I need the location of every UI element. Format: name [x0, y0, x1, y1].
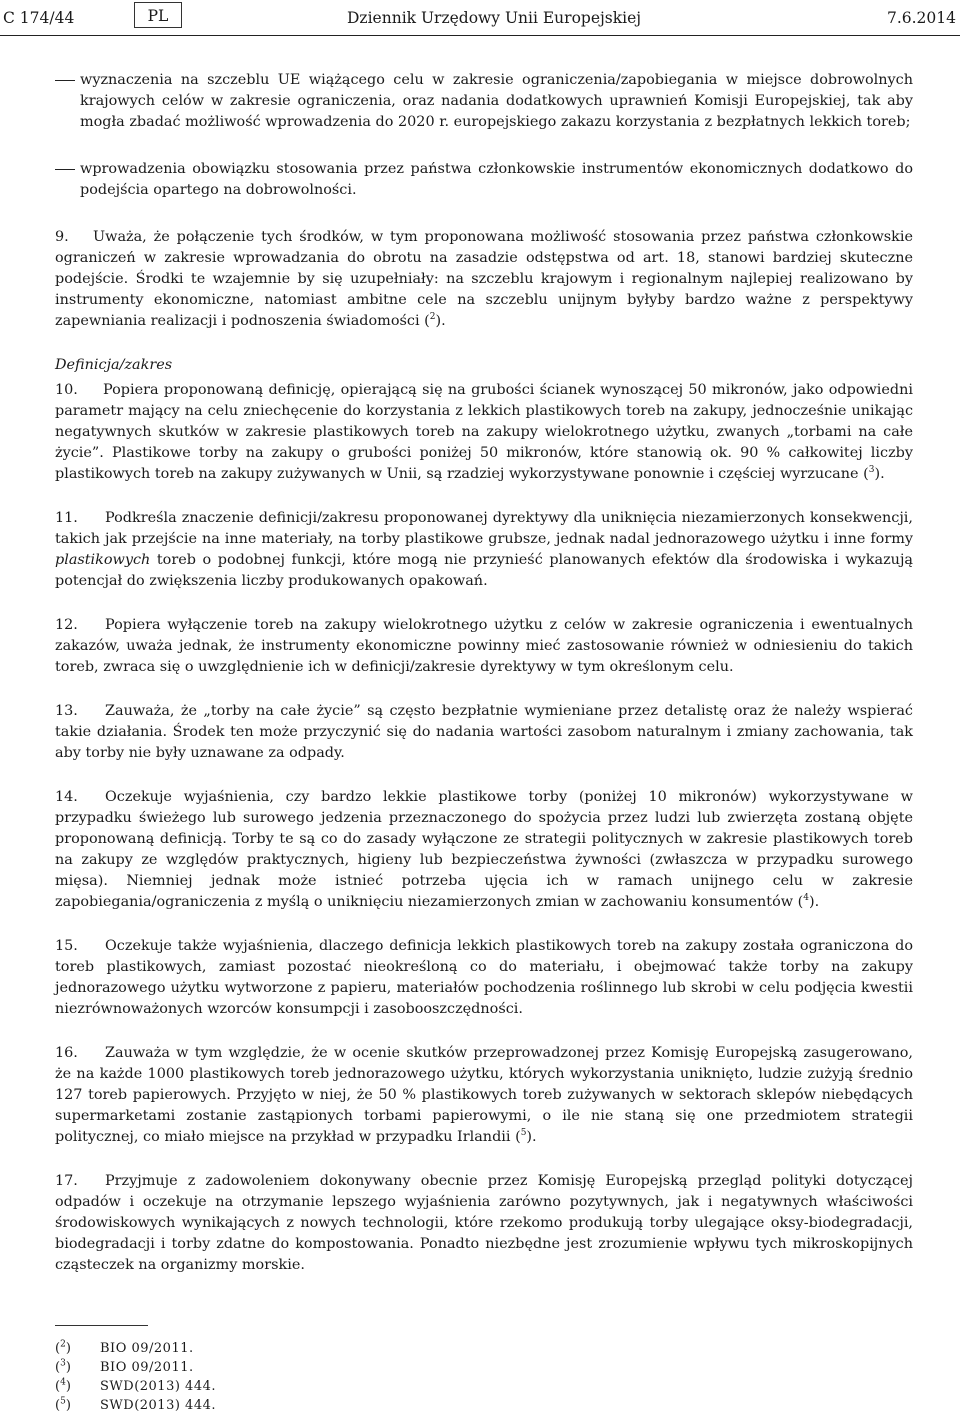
document-body: [55, 70, 913, 1276]
paragraph-text: Zauważa w tym względzie, że w ocenie skutków przeprowadzonej przez Komisję Europejską zasugerowano, że na każde 1000 plastikowych toreb jednorazowego użytku, których wykorzystania uniknięto, ludzie zużyją średnio 127 toreb papierowych. Przyjęto w niej, że 50 % plastikowych toreb zużywanych w sektorach sklepów niebędących supermarketami zostanie zastąpionych torbami papierowymi, o ile nie staną się one przedmiotem strategii politycznej, co miało miejsce na przykład w przypadku Irlandii (: [55, 1045, 913, 1145]
paragraph-number: 17.: [55, 1173, 78, 1189]
paragraph-14: [55, 787, 913, 913]
footnote-ref[interactable]: 5: [520, 1128, 527, 1139]
paragraph-text-end: ).: [808, 894, 820, 910]
paragraph-text-end: ).: [526, 1129, 537, 1145]
paragraph-text-end: ).: [874, 466, 885, 482]
paragraph-number: 12.: [55, 617, 78, 633]
section-heading: Definicja/zakres: [55, 357, 173, 373]
paragraph-text: Przyjmuje z zadowoleniem dokonywany obecnie przez Komisję Europejską przegląd polityki dotyczącej odpadów i oczekuje na otrzymanie lepszego wyjaśnienia zarówno pozytywnych, jak i negatywnych właściwości środowiskowych wynikających z nowych technologii, które rzekomo produkują torby ulegające oksy-biodegradacji, biodegradacji i torby zdatne do kompostowania. Ponadto niezbędne jest zrozumienie wpływu tych mikroskopijnych cząsteczek na organizmy morskie.: [55, 1173, 913, 1273]
paragraph-number: 10.: [55, 382, 78, 398]
footnote: [55, 1339, 555, 1358]
footnote-number: ($^3$): [55, 1358, 71, 1375]
footnote-ref[interactable]: 2: [429, 312, 436, 323]
paragraph-number: 9.: [55, 229, 69, 245]
paragraph-12: [55, 615, 913, 678]
publication-date: 7.6.2014: [886, 9, 956, 27]
paragraph-text: Podkreśla znaczenie definicji/zakresu proponowanej dyrektywy dla uniknięcia niezamierzonych konsekwencji, takich jak przejście na inne materiały, na torby plastikowe grubsze, jednak nadal jednorazowego użytku i inne formy: [55, 510, 913, 547]
paragraph-italic-term: plastikowych: [55, 552, 151, 568]
paragraph-text: Popiera wyłączenie toreb na zakupy wielokrotnego użytku z celów w zakresie ograniczenia i ewentualnych zakazów, uważa jednak, że instrumenty ekonomiczne powinny mieć zastosowanie również w odniesieniu do takich toreb, zwraca się o uwzględnienie ich w definicji/zakresie dyrektywy w tym określonym celu.: [55, 617, 913, 675]
paragraph-number: 13.: [55, 703, 78, 719]
footnote-text: BIO 09/2011.: [100, 1341, 194, 1356]
paragraph-number: 15.: [55, 938, 78, 954]
paragraph-number: 14.: [55, 789, 78, 805]
paragraph-16: [55, 1043, 913, 1148]
dash-item: [55, 70, 913, 133]
footnote-text: SWD(2013) 444.: [100, 1398, 216, 1413]
paragraph-text: Zauważa, że „torby na całe życie” są często bezpłatnie wymieniane przez detalistę oraz że należy wspierać takie działania. Środek ten może przyczynić się do nadania wartości zasobom naturalnym i zmiany zachowania, tak aby torby nie były uznawane za odpady.: [55, 703, 913, 761]
journal-title: Dziennik Urzędowy Unii Europejskiej: [347, 9, 642, 27]
footnote-text: SWD(2013) 444.: [100, 1379, 216, 1394]
paragraph-13: [55, 701, 913, 764]
paragraph-text-end: toreb o podobnej funkcji, które mogą nie przynieść planowanych efektów dla środowiska i wykazują potencjał do zwiększenia liczby produkowanych opakowań.: [55, 552, 913, 589]
footnote-number: ($^4$): [55, 1377, 71, 1394]
paragraph-15: [55, 936, 913, 1020]
paragraph-text-end: ).: [435, 313, 446, 329]
footnote-divider: [55, 1325, 148, 1326]
footnote: [55, 1358, 555, 1377]
footnotes: [55, 1339, 555, 1415]
paragraph-number: 11.: [55, 510, 78, 526]
header-divider: [0, 35, 960, 36]
dash-item-text: wprowadzenia obowiązku stosowania przez państwa członkowskie instrumentów ekonomicznych dodatkowo do podejścia opartego na dobrowolności.: [80, 161, 913, 198]
footnote-ref[interactable]: 4: [803, 893, 809, 904]
paragraph-number: 16.: [55, 1045, 78, 1061]
paragraph-11: [55, 508, 913, 592]
footnote-text: BIO 09/2011.: [100, 1360, 194, 1375]
footnote: [55, 1396, 555, 1415]
paragraph-text: Uważa, że połączenie tych środków, w tym proponowana możliwość stosowania przez państwa członkowskie ograniczeń w zakresie wprowadzania do obrotu na zasadzie odstępstwa od art. 18, stanowi bardziej skuteczne podejście. Środki te wzajemnie by się uzupełniały: na szczeblu krajowym i regionalnym najlepiej realizowano by instrumenty ekonomiczne, natomiast ambitne cele na szczeblu unijnym byłyby bardzo ważne z perspektywy zapewniania realizacji i podnoszenia świadomości (: [55, 229, 913, 329]
footnote-number: ($^2$): [55, 1339, 71, 1356]
page-reference: C 174/44: [3, 9, 75, 27]
paragraph-text: Oczekuje wyjaśnienia, czy bardzo lekkie plastikowe torby (poniżej 10 mikronów) wykorzystywane w przypadku świeżego lub surowego jedzenia przeznaczonego do spożycia przez ludzi lub zwierzęta zostaną objęte proponowaną definicją. Torby te są co do zasady wyłączone ze strategii politycznych w zakresie plastikowych toreb na zakupy ze względów praktycznych, higieny lub bezpieczeństwa żywności (zwłaszcza w przypadku surowego mięsa). Niemniej jednak może istnieć potrzeba ujęcia ich w ramach unijnego celu w zakresie zapobiegania/ograniczenia z myślą o uniknięciu niezamierzonych zmian w zachowaniu konsumentów (: [55, 789, 913, 910]
paragraph-text: Oczekuje także wyjaśnienia, dlaczego definicja lekkich plastikowych toreb na zakupy została ograniczona do toreb plastikowych, zamiast pozostać nieokreśloną co do materiału, i obejmować także torby na zakupy jednorazowego użytku wytworzone z papieru, materiałów pochodzenia roślinnego lub skrobi w celu podjęcia kwestii niezrównoważonych wzorców konsumpcji i zasobooszczędności.: [55, 938, 913, 1017]
dash-item-text: wyznaczenia na szczeblu UE wiążącego celu w zakresie ograniczenia/zapobiegania w miejsce dobrowolnych krajowych celów w zakresie ograniczenia, oraz nadania dodatkowych uprawnień Komisji Europejskiej, tak aby mogła zbadać możliwość wprowadzenia do 2020 r. europejskiego zakazu korzystania z bezpłatnych lekkich toreb;: [80, 72, 913, 130]
paragraph-10: [55, 380, 913, 485]
language-badge: PL: [134, 2, 182, 28]
paragraph-text: Popiera proponowaną definicję, opierającą się na grubości ścianek wynoszącej 50 mikronów, jako odpowiedni parametr mający na celu zniechęcenie do korzystania z lekkich plastikowych toreb na zakupy, jednocześnie unikając negatywnych skutków w zakresie plastikowych toreb na zakupy wielokrotnego użytku, zwanych „torbami na całe życie”. Plastikowe torby na zakupy o grubości poniżej 50 mikronów, które stanowią ok. 90 % całkowitej liczby plastikowych toreb na zakupy zużywanych w Unii, są rzadziej wykorzystywane ponownie i częściej wyrzucane (: [55, 382, 913, 482]
footnote-ref[interactable]: 3: [868, 465, 875, 476]
paragraph-9: [55, 227, 913, 332]
journal-header: [0, 0, 960, 36]
dash-item: [55, 159, 913, 201]
paragraph-17: [55, 1171, 913, 1276]
footnote: [55, 1377, 555, 1396]
footnote-number: ($^5$): [55, 1396, 71, 1413]
